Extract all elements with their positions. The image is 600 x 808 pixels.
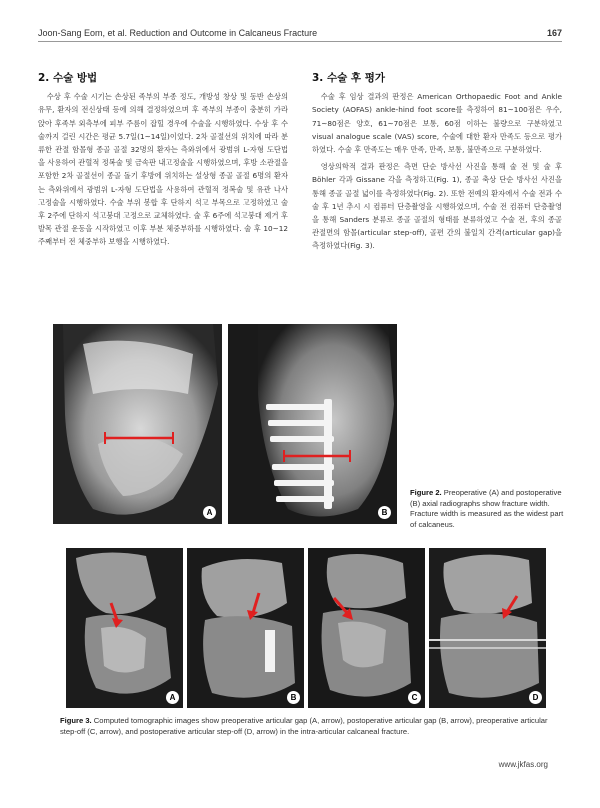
section-2-paragraph: 수상 후 수술 시기는 손상된 족부의 부종 정도, 개방성 창상 및 동반 손상의 유무, 환자의 전신상태 등에 의해 결정하였으며 후 족부의 부종이 충분히 가라앉아 후족부 외측부에 피부 주름이 잡힐 경우에 수술을 시행하였다. 수상 후 수술까지 걸린 시간은 평균 5.7일(1~14일)이었다. 2차 골절선의 위치에 따라 분류한 관절 함몰형 종골 골절 32명의 환자는 측와위에서 광범위 L-자형 도단법을 사용하여 관혈적 정복술 및 금속판 내고정술을 시행하였으며, 후방 소관절을 포함한 2차 골절선이 종골 돌기 후방에 위치하는 설상형 종골 골절 6명의 환자는 측와위에서 광범위 L-자형 도단법을 사용하여 관혈적 정복술 및 유관 나사 고정술을 시행하였다. 수술 부위 봉합 후 단하지 석고 부목으로 고정하였고 술 후 2주에 단하지 석고붕대 고정으로 교체하였다. 술 후 6주에 석고붕대 제거 후 발목 관절 운동을 시작하였고 이후 부분 체중부하를 시행하였다. 술 후 10~12주째부터 전 체중부하 보행을 시행하였다. (38, 92, 288, 247)
figure-3-panel-d-ct (429, 548, 546, 708)
section-3-heading: 3. 수술 후 평가 (312, 72, 385, 84)
figure-2 (53, 324, 403, 524)
running-title: Joon-Sang Eom, et al. Reduction and Outcome in Calcaneus Fracture (38, 28, 318, 38)
section-2-heading: 2. 수술 방법 (38, 72, 98, 84)
panel-label-d: D (529, 691, 542, 704)
running-header (38, 22, 562, 42)
figure-2-caption-title: Figure 2. (410, 488, 442, 497)
footer-url: www.jkfas.org (498, 760, 548, 769)
section-3-paragraph-2: 영상의학적 결과 판정은 측면 단순 방사선 사진을 통해 술 전 및 술 후 Böhler 각과 Gissane 각을 측정하고(Fig. 1), 종골 축상 단순 방사선 사진을 통해 종골 골절 넓이를 측정하였다(Fig. 2). 또한 전예의 환자에서 수술 전과 수술 후 1년 추시 시 컴퓨터 단층촬영을 시행하였으며, 수술 전 컴퓨터 단층촬영을 통해 Sanders 분류로 종골 골절의 형태를 분류하였고 수술 전, 후의 종골 관절면의 함몰(articular step-off), 골편 간의 불일치 간격(articular gap)을 측정하였다(Fig. 3). (312, 162, 562, 251)
figure-3-caption-title: Figure 3. (60, 716, 92, 725)
figure-2-caption-text: Preoperative (A) and postoperative (B) axial radiographs show fracture width. Fracture width is measured as the widest part of calcaneus. (410, 488, 564, 529)
section-3-paragraph-1: 수술 후 임상 결과의 판정은 American Orthopaedic Foot and Ankle Society (AOFAS) ankle-hind foot score를 측정하여 81~100점은 우수, 71~80점은 양호, 61~70점은 보통, 60점 이하는 불량으로 구분하였고 visual analogue scale (VAS) score, 수술에 대한 환자 만족도 등으로 평가하였다. 수술 후 만족도는 매우 만족, 만족, 보통, 불만족으로 구분하였다. (312, 92, 562, 155)
figure-3 (66, 548, 544, 708)
figure-3-panel-a-ct (66, 548, 183, 708)
right-column (312, 72, 562, 253)
figure-2-panel-a-radiograph (53, 324, 222, 524)
panel-label-b: B (378, 506, 391, 519)
figure-3-panel-b-ct (187, 548, 304, 708)
figure-3-caption (60, 716, 550, 738)
figure-2-caption (410, 488, 570, 530)
left-column (38, 72, 288, 249)
panel-label-a: A (166, 691, 179, 704)
page-number: 167 (546, 28, 562, 38)
figure-3-caption-text: Computed tomographic images show preoperative articular gap (A, arrow), postoperative articular gap (B, arrow), preoperative articular step-off (C, arrow), and postoperative articular step-off (D, arrow) in the intra-articular calcaneal fracture. (60, 716, 548, 736)
panel-label-b: B (287, 691, 300, 704)
panel-label-a: A (203, 506, 216, 519)
panel-label-c: C (408, 691, 421, 704)
figure-2-panel-b-radiograph (228, 324, 397, 524)
figure-3-panel-c-ct (308, 548, 425, 708)
